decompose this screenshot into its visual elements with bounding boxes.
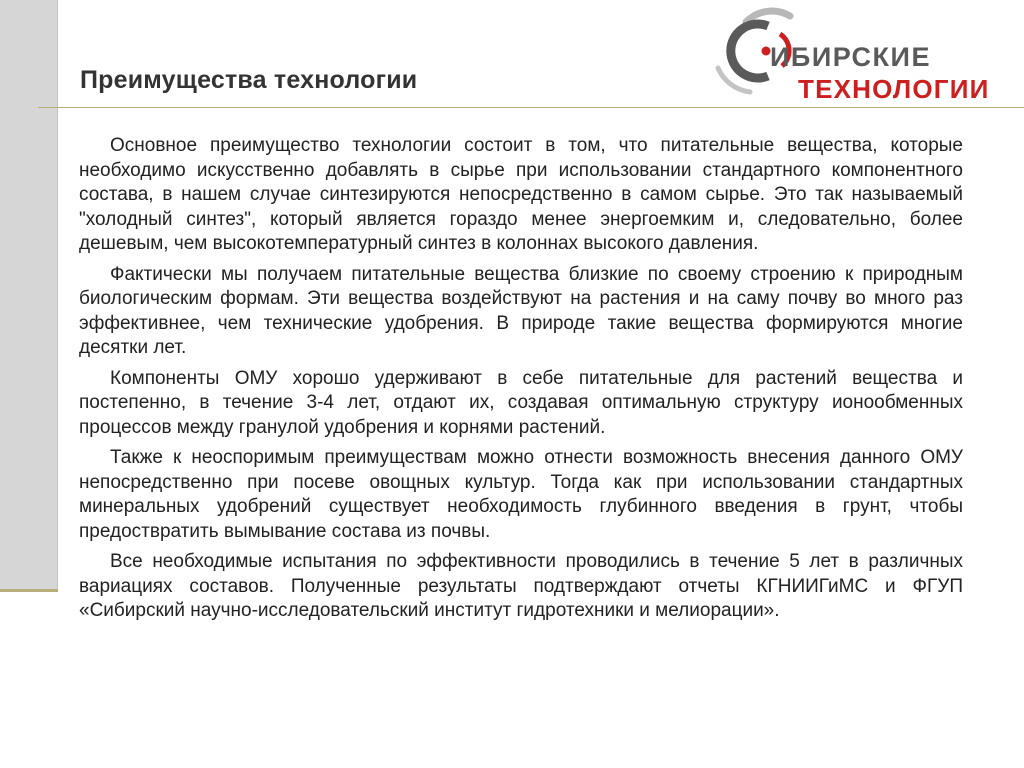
paragraph-sowing-advantage: Также к неоспоримым преимуществам можно отнести возможность внесения данного ОМУ непосредственно при посеве овощных культур. Тогда как при использовании стандартных минеральных удобрений существует необходимость глубинного введения в грунт, чтобы предоствратить вымывание состава из почвы. — [79, 447, 963, 542]
logo-word-sibirskie: ИБИРСКИЕ — [770, 42, 931, 72]
paragraph-testing: Все необходимые испытания по эффективности проводились в течение 5 лет в различных вариациях составов. Полученные результаты подтверждают отчеты КГНИИГиМС и ФГУП «Сибирский научно-исследовательский институт гидротехники и мелиорации». — [79, 551, 963, 621]
slide-body-text — [79, 134, 963, 630]
paragraph-main-advantage: Основное преимущество технологии состоит в том, что питательные вещества, которые необходимо искусственно добавлять в сырье при использовании стандартного компонентного состава, в нашем случае синтезируются непосредственно в самом сырье. Это так называемый "холодный синтез", который является гораздо менее энергоемким и, следовательно, более дешевым, чем высокотемпературный синтез в колоннах высокого давления. — [79, 135, 963, 254]
logo-word-tehnologii: ТЕХНОЛОГИИ — [798, 74, 990, 104]
left-decorative-bar — [0, 0, 58, 590]
title-divider-line — [38, 107, 1024, 108]
paragraph-natural-forms: Фактически мы получаем питательные вещества близкие по своему строению к природным биологическим формам. Эти вещества воздействуют на растения и на саму почву во много раз эффективнее, чем технические удобрения. В природе такие вещества формируются многие десятки лет. — [79, 263, 963, 358]
company-logo — [706, 4, 1012, 104]
paragraph-omu-components: Компоненты ОМУ хорошо удерживают в себе питательные для растений вещества и постепенно, в течение 3-4 лет, отдают их, создавая оптимальную структуру ионообменных процессов между гранулой удобрения и корнями растений. — [79, 367, 963, 438]
slide-title: Преимущества технологии — [80, 66, 418, 94]
left-bar-accent-line — [0, 589, 58, 592]
